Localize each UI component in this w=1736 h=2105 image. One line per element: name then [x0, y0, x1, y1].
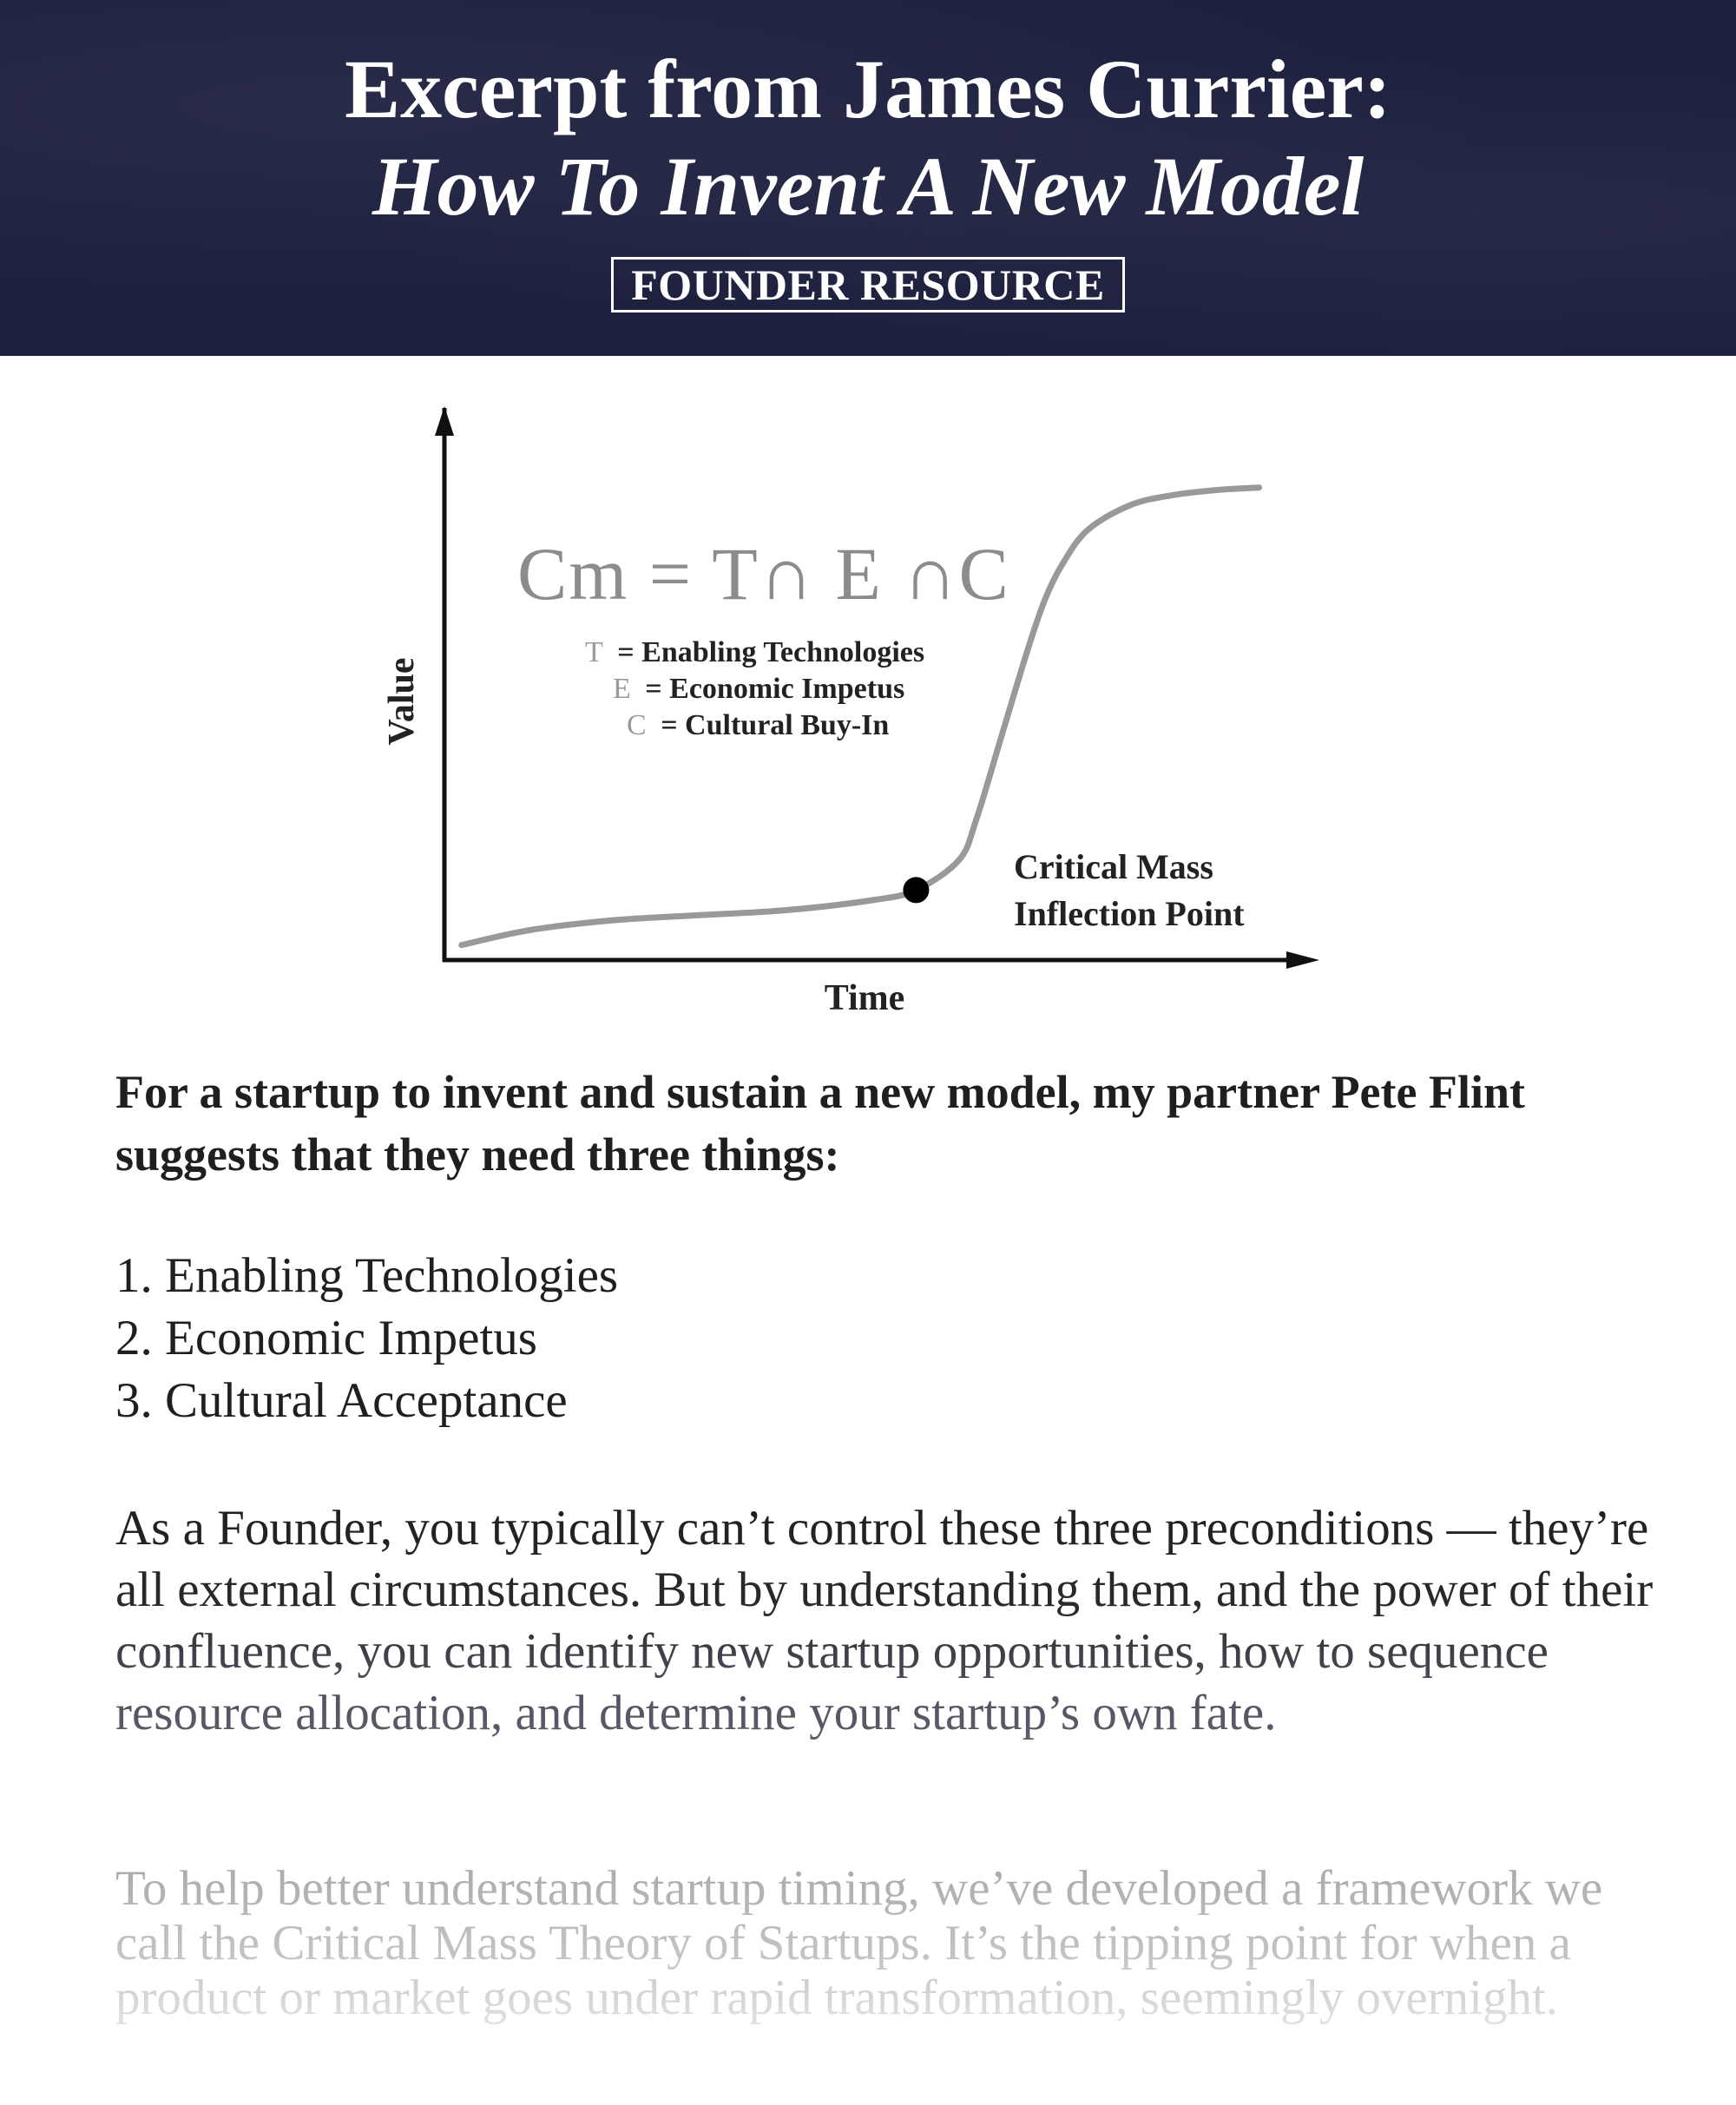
legend-c	[627, 709, 889, 741]
annotation-line2: Inflection Point	[1014, 894, 1245, 933]
preconditions-list	[115, 1245, 618, 1432]
x-axis-label: Time	[824, 978, 905, 1018]
y-axis-arrow	[435, 406, 454, 436]
list-item: 2. Economic Impetus	[115, 1311, 537, 1365]
legend-t-symbol: T	[585, 636, 603, 668]
formula-label: Cm = T∩ E ∩C	[517, 532, 1010, 615]
body-paragraph-1: As a Founder, you typically can’t control these three preconditions — they’re all external circumstances. But by understanding them, and the power of their confluence, you can identify new startup opportunities, how to sequence resource allocation, and determine your startup’s own fate.	[115, 1497, 1660, 1744]
annotation-line1: Critical Mass	[1014, 847, 1213, 886]
header-banner	[0, 0, 1736, 356]
legend-c-symbol: C	[627, 709, 647, 741]
inflection-point-marker	[903, 877, 929, 903]
list-item: 3. Cultural Acceptance	[115, 1373, 568, 1428]
legend-e	[613, 673, 904, 705]
page-title: Excerpt from James Currier:	[345, 43, 1391, 135]
badge-container	[0, 257, 1736, 312]
x-axis-arrow	[1286, 951, 1319, 969]
legend-t-text: = Enabling Technologies	[617, 636, 925, 668]
page-subtitle: How To Invent A New Model	[372, 140, 1364, 233]
founder-resource-badge: FOUNDER RESOURCE	[611, 257, 1125, 312]
legend-e-text: = Economic Impetus	[645, 673, 905, 705]
critical-mass-chart	[0, 382, 1736, 1033]
legend-e-symbol: E	[613, 673, 631, 705]
list-item: 1. Enabling Technologies	[115, 1248, 619, 1303]
legend-t	[585, 636, 924, 668]
y-axis-label: Value	[382, 657, 422, 746]
intro-paragraph: For a startup to invent and sustain a new model, my partner Pete Flint suggests that they need three things:	[115, 1066, 1525, 1181]
legend-c-text: = Cultural Buy-In	[661, 709, 890, 741]
body-paragraph-2: To help better understand startup timing, we’ve developed a framework we call the Critical Mass Theory of Startups. It’s the tipping point for when a product or market goes under rapid transformation, seemingly overnight.	[115, 1861, 1660, 2025]
